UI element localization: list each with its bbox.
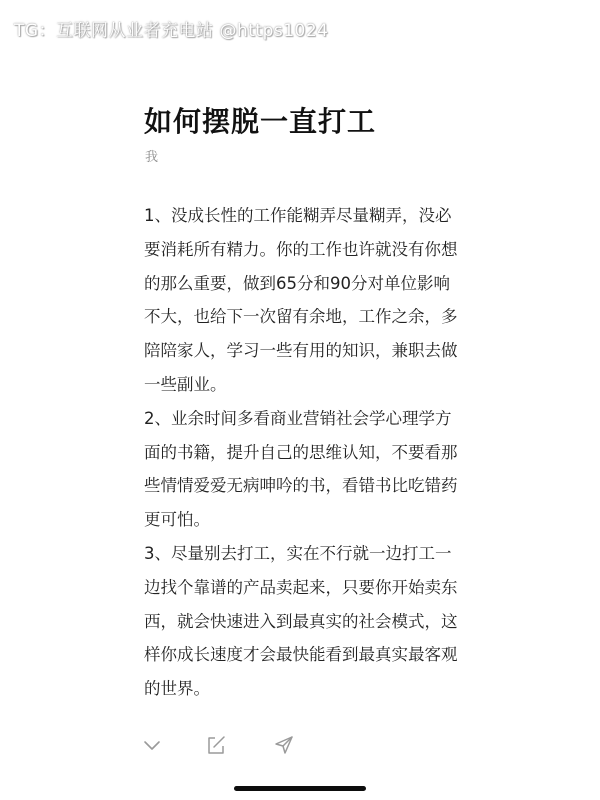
article-paragraph: 2、业余时间多看商业营销社会学心理学方面的书籍，提升自己的思维认知，不要看那些情情爱爱无病呻吟的书，看错书比吃错药更可怕。 [144,408,458,530]
article-title: 如何摆脱一直打工 [144,105,377,138]
edit-icon[interactable] [205,734,227,756]
chevron-down-icon[interactable] [141,734,163,756]
article-paragraph: 1、没成长性的工作能糊弄尽量糊弄，没必要消耗所有精力。你的工作也许就没有你想的那么重要，做到65分和90分对单位影响不大，也给下一次留有余地，工作之余，多陪陪家人，学习一些有用的知识，兼职去做一些副业。 [144,206,458,394]
article-author: 我 [145,150,159,165]
bottom-toolbar [0,734,600,758]
article-paragraph: 3、尽量别去打工，实在不行就一边打工一边找个靠谱的产品卖起来，只要你开始卖东西，就会快速进入到最真实的社会模式，这样你成长速度才会最快能看到最真实最客观的世界。 [144,543,458,699]
watermark-text: TG：互联网从业者充电站 @https1024 [14,21,329,41]
send-icon[interactable] [273,734,295,756]
article-body [144,199,464,706]
home-indicator[interactable] [234,786,366,791]
